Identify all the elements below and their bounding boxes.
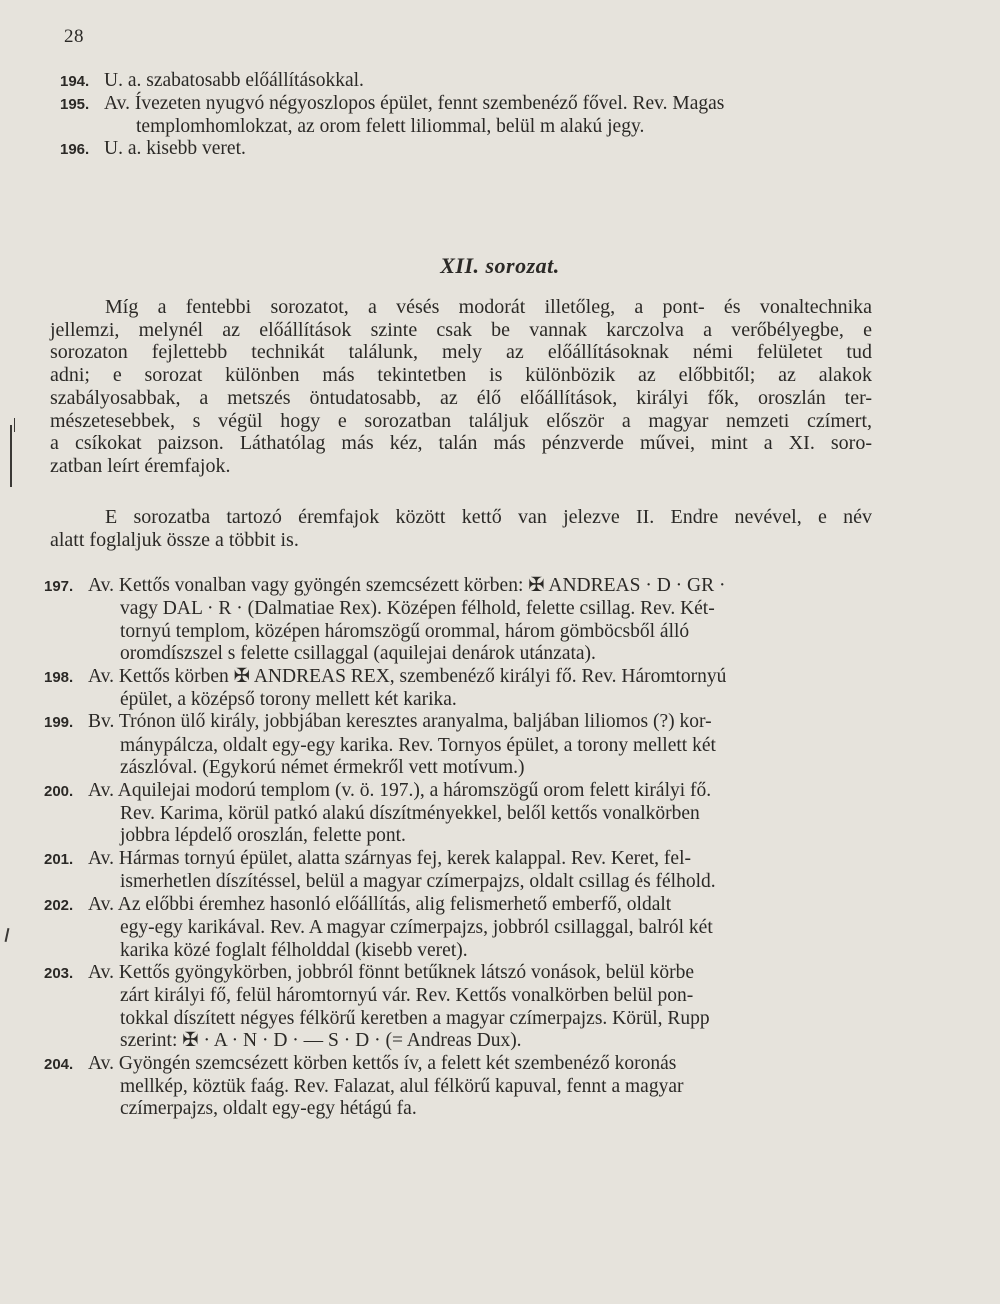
entry-text-continued: Rev. Karima, körül patkó alakú díszítményekkel, belől kettős vonalkörben [120, 803, 700, 825]
entry-text-continued: mánypálcza, oldalt egy-egy karika. Rev. Tornyos épület, a torony mellett két [120, 734, 716, 756]
entries-top [60, 70, 890, 161]
paragraph-line: jellemzi, melynél az előállítások szinte csak be vannak karczolva a verőbélyegbe, e [50, 318, 872, 341]
entry-text: U. a. kisebb veret. [104, 138, 246, 159]
entry-number: 196. [60, 141, 90, 158]
entry-text-continued: oromdíszszel s felette csillaggal (aquilejai denárok utánzata). [120, 643, 596, 665]
entry-text: Av. Az előbbi éremhez hasonló előállítás, alig felismerhető emberfő, oldalt [88, 893, 672, 915]
paragraph-line: a csíkokat paizson. Láthatólag más kéz, talán más pénzverde művei, mint a XI. soro- [50, 432, 872, 455]
paragraph-line: szabályosabbak, a metszés öntudatosabb, az élő előállítások, királyi fők, oroszlán ter- [50, 386, 872, 409]
entry-number: 200. [44, 782, 74, 800]
entry-number: 194. [60, 73, 90, 90]
entry-number: 195. [60, 96, 90, 113]
paragraph-line: zatban leírt éremfajok. [50, 454, 231, 477]
entry-number: 202. [44, 896, 74, 914]
entry-text-continued: mellkép, köztük faág. Rev. Falazat, alul félkörű kapuval, fennt a magyar [120, 1075, 684, 1097]
paragraph-line: sorozaton fejlettebb technikát találunk, mely az előállításoknak némi felületet tud [50, 341, 872, 364]
margin-pencil-mark [14, 418, 15, 432]
entry-text-continued: zászlóval. (Egykorú német érmekről vett motívum.) [120, 757, 525, 779]
entry-200 [44, 780, 866, 848]
entry-194 [60, 70, 890, 93]
entry-text: Av. Kettős gyöngykörben, jobbról fönnt betűknek látszó vonások, belül körbe [88, 961, 695, 983]
paragraph-intro [50, 296, 872, 478]
entry-196 [60, 138, 890, 161]
entry-text: Bv. Trónon ülő király, jobbjában keresztes aranyalma, baljában liliomos (?) kor- [88, 711, 712, 733]
entry-number: 201. [44, 850, 74, 868]
entry-text-continued: épület, a középső torony mellett két karika. [120, 689, 457, 711]
entry-text-continued: tornyú templom, középen háromszögű orommal, három gömböcsből álló [120, 620, 690, 642]
entry-201 [44, 848, 866, 894]
entry-text-continued: jobbra lépdelő oroszlán, felette pont. [120, 825, 406, 847]
entry-text-continued: karika közé foglalt félholddal (kisebb veret). [120, 939, 468, 961]
margin-pencil-mark [10, 425, 12, 487]
entry-text: Av. Ívezeten nyugvó négyoszlopos épület, fennt szembenéző fővel. Rev. Magas [104, 93, 725, 114]
entry-202 [44, 894, 866, 962]
entry-text-continued: templomhomlokzat, az orom felett liliommal, belül m alakú jegy. [136, 116, 645, 137]
paragraph-endre [50, 506, 872, 551]
entry-text-continued: vagy DAL · R · (Dalmatiae Rex). Középen félhold, felette csillag. Rev. Két- [120, 598, 715, 620]
entry-number: 199. [44, 714, 74, 732]
entry-text-continued: czímerpajzs, oldalt egy-egy hétágú fa. [120, 1098, 417, 1120]
page-number: 28 [64, 26, 84, 47]
entry-text-continued: ismerhetlen díszítéssel, belül a magyar czímerpajzs, oldalt csillag és félhold. [120, 871, 716, 893]
entry-text: Av. Kettős körben ✠ ANDREAS REX, szembenéző királyi fő. Rev. Háromtornyú [88, 665, 727, 687]
paragraph-line: mészetesebbek, s végül hogy e sorozatban találjuk először a magyar nemzeti czímert, [50, 409, 872, 432]
paragraph-line: adni; e sorozat különben más tekintetben is különbözik az előbbitől; az alakok [50, 364, 872, 387]
entry-204 [44, 1053, 866, 1121]
entries-bottom [44, 575, 866, 1121]
paragraph-line: Míg a fentebbi sorozatot, a vésés modorát illetőleg, a pont- és vonaltechnika [105, 296, 872, 318]
entry-text-continued: egy-egy karikával. Rev. A magyar czímerpajzs, jobbról csillaggal, balról két [120, 917, 713, 939]
entry-number: 197. [44, 578, 74, 595]
section-heading: XII. sorozat. [440, 253, 560, 278]
entry-number: 204. [44, 1055, 74, 1073]
entry-number: 198. [44, 668, 74, 686]
entry-text-continued: szerint: ✠ · A · N · D · — S · D · (= Andreas Dux). [120, 1030, 522, 1052]
entry-text: Av. Hármas tornyú épület, alatta szárnyas fej, kerek kalappal. Rev. Keret, fel- [88, 847, 691, 869]
entry-text-continued: tokkal díszített négyes félkörű keretben a magyar czímerpajzs. Körül, Rupp [120, 1007, 710, 1029]
entry-197 [44, 575, 866, 666]
paragraph-line: E sorozatba tartozó éremfajok között kettő van jelezve II. Endre nevével, e név [105, 506, 872, 528]
entry-195 [60, 93, 890, 138]
entry-text-continued: zárt királyi fő, felül háromtornyú vár. Rev. Kettős vonalkörben belül pon- [120, 985, 694, 1007]
entry-number: 203. [44, 964, 74, 982]
entry-text: Av. Gyöngén szemcsézett körben kettős ív, a felett két szembenéző koronás [88, 1052, 677, 1074]
entry-198 [44, 666, 866, 712]
entry-text: Av. Kettős vonalban vagy gyöngén szemcsézett körben: ✠ ANDREAS · D · GR · [88, 575, 726, 596]
entry-203 [44, 962, 866, 1053]
margin-pencil-mark [5, 928, 10, 942]
entry-199 [44, 711, 866, 779]
paragraph-line: alatt foglaljuk össze a többit is. [50, 528, 299, 551]
entry-text: Av. Aquilejai modorú templom (v. ö. 197.), a háromszögű orom felett királyi fő. [88, 779, 712, 801]
entry-text: U. a. szabatosabb előállításokkal. [104, 70, 364, 91]
